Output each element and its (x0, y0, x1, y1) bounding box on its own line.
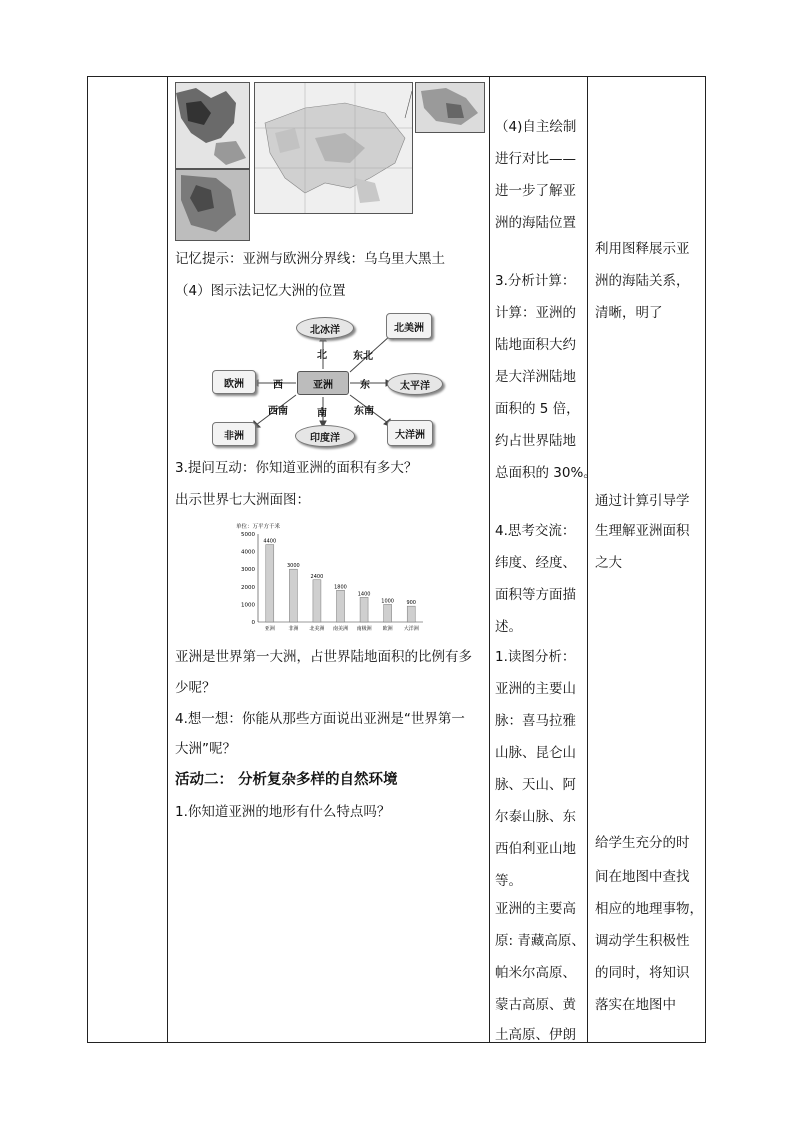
design-intent-line: 通过计算引导学 (595, 493, 690, 509)
student-activity-line: 述。 (495, 619, 522, 635)
diagram-node-pacific-ocean: 太平洋 (387, 373, 443, 395)
student-activity-line: 亚洲的主要高 (495, 901, 576, 917)
student-activity-line: 约占世界陆地 (495, 433, 576, 449)
design-intent-line: 利用图释展示亚 (595, 241, 690, 257)
student-activity-line: （4)自主绘制 (495, 119, 577, 135)
student-activity-line: 亚洲的主要山 (495, 681, 576, 697)
student-activity-line: 等。 (495, 873, 522, 889)
student-activity-line: 4.思考交流： (495, 523, 576, 539)
step4-label: （4）图示法记忆大洲的位置 (175, 283, 346, 299)
design-intent-line: 清晰，明了 (595, 305, 663, 321)
student-activity-line: 蒙古高原、黄 (495, 997, 576, 1013)
student-activity-line: 进行对比—— (495, 151, 576, 167)
diagram-node-indian-ocean: 印度洋 (295, 425, 355, 447)
chart-bar (337, 590, 345, 622)
student-activity-line: 帕米尔高原、 (495, 965, 576, 981)
chart-category-label: 北美洲 (309, 626, 325, 632)
chart-category-label: 南极洲 (356, 626, 372, 632)
chart-y-tick-label: 3000 (241, 567, 255, 574)
design-intent-line: 给学生充分的时 (595, 835, 690, 851)
design-intent-line: 生理解亚洲面积 (595, 523, 690, 539)
chart-bar (384, 604, 392, 622)
diagram-node-arctic-ocean: 北冰洋 (296, 317, 354, 339)
student-activity-line: 土高原、伊朗 (495, 1027, 576, 1043)
chart-bar (266, 545, 274, 622)
think-line2: 大洲”呢？ (175, 741, 236, 757)
direction-north: 北 (317, 350, 327, 361)
student-activity-line: 陆地面积大约 (495, 337, 576, 353)
chart-data-label: 4400 (263, 538, 277, 545)
diagram-node-africa: 非洲 (212, 422, 256, 446)
chart-y-tick-label: 2000 (241, 584, 255, 591)
student-activity-line: 进一步了解亚 (495, 183, 576, 199)
think-line1: 4.想一想：你能从那些方面说出亚洲是“世界第一 (175, 711, 465, 727)
chart-category-label: 亚洲 (264, 626, 275, 632)
direction-east: 东 (360, 380, 370, 391)
chart-bar (360, 597, 368, 622)
chart-data-label: 1000 (381, 598, 395, 605)
student-activity-line: 原: 青藏高原、 (495, 933, 585, 949)
activity2-heading: 活动二： 分析复杂多样的自然环境 (175, 772, 398, 788)
design-intent-line: 间在地图中查找 (595, 869, 690, 885)
student-activity-line: 计算：亚洲的 (495, 305, 576, 321)
direction-southwest: 西南 (268, 406, 288, 417)
terrain-question: 1.你知道亚洲的地形有什么特点吗？ (175, 804, 391, 820)
chart-data-label: 1800 (334, 584, 347, 591)
student-activity-line: 1.读图分析： (495, 649, 576, 665)
chart-y-tick-label: 1000 (241, 602, 255, 609)
student-activity-line: 脉、天山、阿 (495, 777, 576, 793)
chart-unit-label: 单位：万平方千米 (236, 524, 281, 530)
chart-y-tick-label: 4000 (241, 549, 255, 556)
diagram-node-asia: 亚洲 (297, 371, 349, 395)
student-activity-line: 3.分析计算： (495, 273, 576, 289)
chart-category-label: 欧洲 (382, 626, 393, 632)
chart-data-label: 3000 (286, 563, 300, 570)
student-activity-line: 山脉、昆仑山 (495, 745, 576, 761)
direction-northeast: 东北 (353, 351, 373, 362)
chart-category-label: 大洋洲 (403, 626, 419, 632)
continent-area-chart (228, 517, 428, 637)
lesson-table (87, 76, 706, 1043)
asia-first-line1: 亚洲是世界第一大洲，占世界陆地面积的比例有多 (175, 649, 472, 665)
chart-y-tick-label: 5000 (241, 532, 255, 538)
student-activity-line: 西伯利亚山地 (495, 841, 576, 857)
show-chart-text: 出示世界七大洲面图： (175, 492, 310, 508)
student-activity-line: 纬度、经度、 (495, 555, 576, 571)
chart-bar (407, 606, 415, 622)
design-intent-line: 落实在地图中 (595, 997, 676, 1013)
student-activity-line: 总面积的 30%。 (495, 465, 597, 481)
chart-category-label: 南美洲 (332, 626, 349, 632)
design-intent-line: 之大 (595, 555, 622, 571)
direction-southeast: 东南 (354, 406, 374, 417)
chart-data-label: 900 (406, 600, 416, 607)
question-area: 3.提问互动：你知道亚洲的面积有多大？ (175, 460, 418, 476)
chart-y-tick-label: 0 (251, 620, 255, 626)
direction-south: 南 (317, 408, 327, 419)
diagram-node-oceania: 大洋洲 (387, 420, 433, 446)
diagram-node-north-america: 北美洲 (386, 313, 432, 339)
chart-category-label: 非洲 (288, 626, 299, 632)
student-activity-line: 洲的海陆位置 (495, 215, 576, 231)
design-intent-line: 调动学生积极性 (595, 933, 690, 949)
student-activity-line: 尔泰山脉、东 (495, 809, 576, 825)
student-activity-line: 面积的 5 倍， (495, 401, 580, 417)
chart-data-label: 2400 (310, 573, 324, 580)
student-activity-line: 是大洋洲陆地 (495, 369, 576, 385)
diagram-node-europe: 欧洲 (212, 370, 256, 394)
student-activity-line: 面积等方面描 (495, 587, 576, 603)
design-intent-line: 洲的海陆关系， (595, 273, 690, 289)
chart-data-label: 1400 (357, 591, 371, 598)
design-intent-line: 的同时，将知识 (595, 965, 690, 981)
memory-tip: 记忆提示：亚洲与欧洲分界线：乌乌里大黑土 (175, 251, 445, 267)
chart-bar (289, 569, 297, 622)
asia-first-line2: 少呢？ (175, 680, 216, 696)
student-activity-line: 脉：喜马拉雅 (495, 713, 576, 729)
design-intent-line: 相应的地理事物， (595, 901, 703, 917)
chart-bar (313, 580, 321, 622)
direction-west: 西 (273, 380, 283, 391)
